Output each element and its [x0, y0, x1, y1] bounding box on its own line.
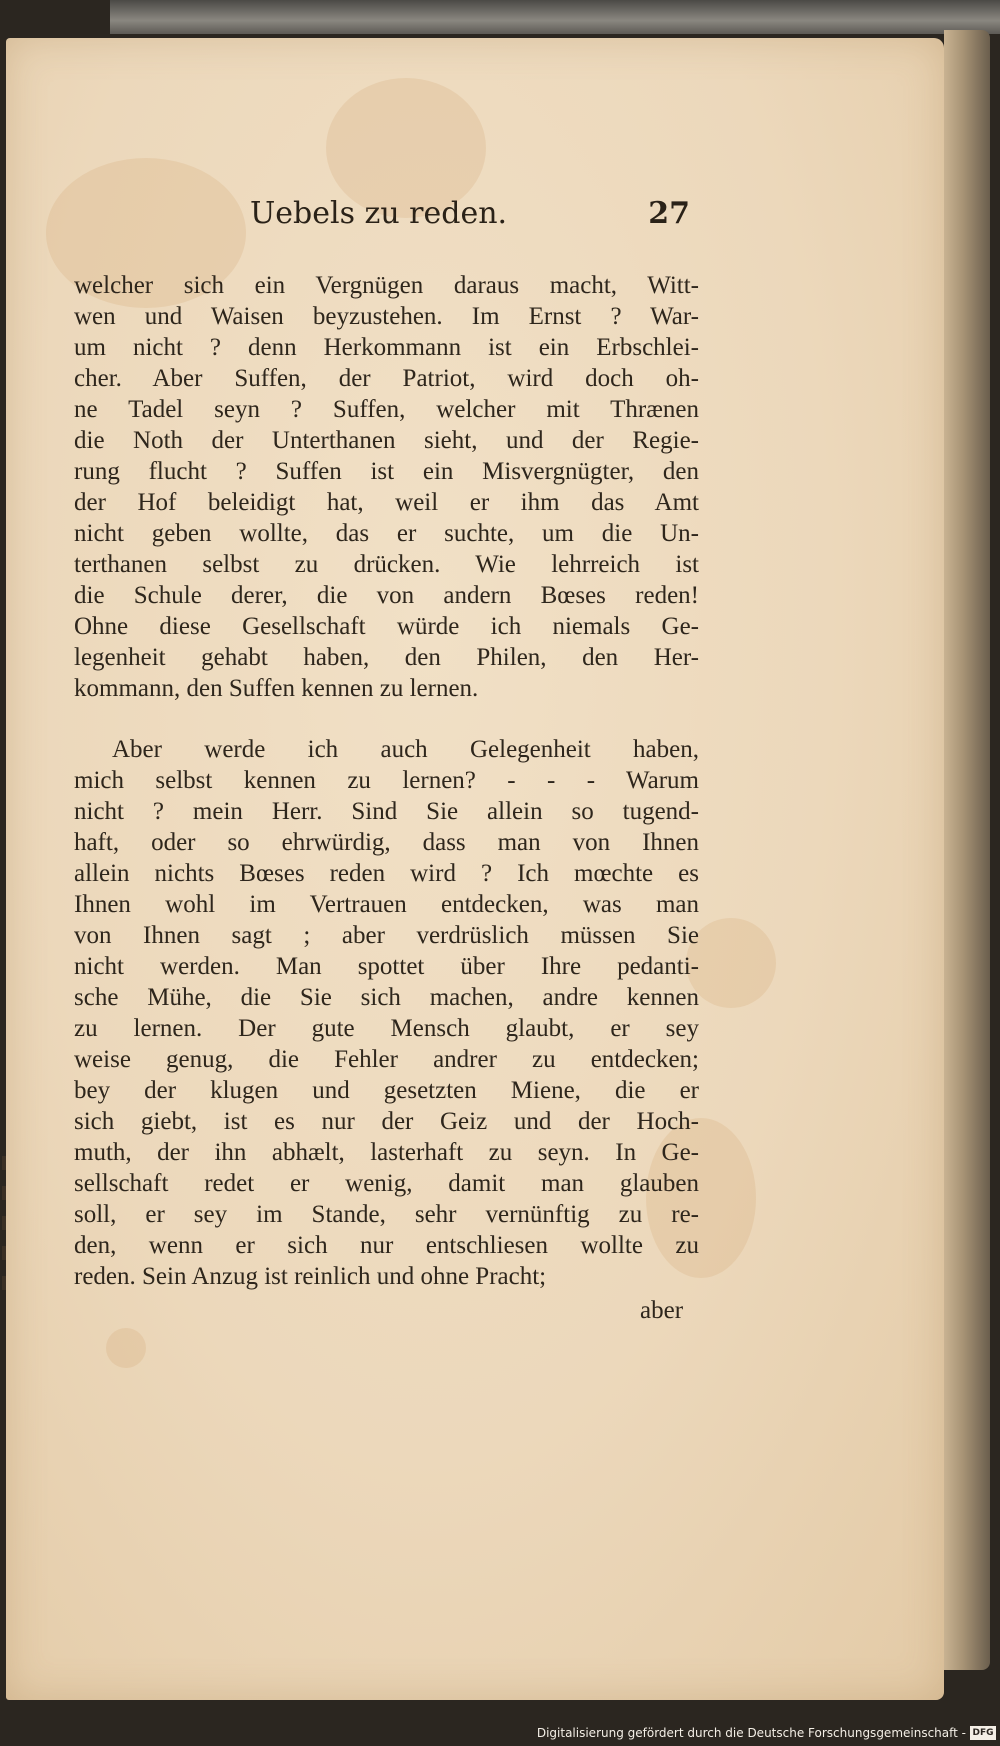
running-header	[250, 196, 690, 236]
text-line: Ohne diese Gesellschaft würde ich niemals Ge-	[74, 613, 699, 640]
text-line: welcher sich ein Vergnügen daraus macht, Witt-	[74, 272, 699, 299]
text-line: den, wenn er sich nur entschliesen wollte zu	[74, 1232, 699, 1259]
text-line: bey der klugen und gesetzten Miene, die er	[74, 1077, 699, 1104]
text-line: cher. Aber Suffen, der Patriot, wird doch oh-	[74, 365, 699, 392]
text-line: legenheit gehabt haben, den Philen, den Her-	[74, 644, 699, 671]
text-line: weise genug, die Fehler andrer zu entdecken;	[74, 1046, 699, 1073]
text-line: ne Tadel seyn ? Suffen, welcher mit Thrænen	[74, 396, 699, 423]
text-line: die Schule derer, die von andern Bœses reden!	[74, 582, 699, 609]
text-line: nicht ? mein Herr. Sind Sie allein so tugend-	[74, 798, 699, 825]
text-line: die Noth der Unterthanen sieht, und der Regie-	[74, 427, 699, 454]
text-line: Aber werde ich auch Gelegenheit haben,	[112, 736, 699, 763]
text-line: haft, oder so ehrwürdig, dass man von Ihnen	[74, 829, 699, 856]
page-number: 27	[648, 196, 690, 231]
dfg-logo-icon: DFG	[970, 1726, 996, 1740]
text-line: allein nichts Bœses reden wird ? Ich mœchte es	[74, 860, 699, 887]
catchword: aber	[640, 1297, 684, 1324]
text-line: um nicht ? denn Herkommann ist ein Erbschlei-	[74, 334, 699, 361]
text-line: terthanen selbst zu drücken. Wie lehrreich ist	[74, 551, 699, 578]
text-line: reden. Sein Anzug ist reinlich und ohne Pracht;	[74, 1263, 547, 1290]
text-line: wen und Waisen beyzustehen. Im Ernst ? War-	[74, 303, 699, 330]
text-line: nicht geben wollte, das er suchte, um die Un-	[74, 520, 699, 547]
text-line: von Ihnen sagt ; aber verdrüslich müssen Sie	[74, 922, 699, 949]
foxing-stain	[106, 1328, 146, 1368]
text-line: zu lernen. Der gute Mensch glaubt, er sey	[74, 1015, 699, 1042]
text-line: sich giebt, ist es nur der Geiz und der Hoch-	[74, 1108, 699, 1135]
text-line: soll, er sey im Stande, sehr vernünftig zu re-	[74, 1201, 699, 1228]
text-line: muth, der ihn abhælt, lasterhaft zu seyn. In Ge-	[74, 1139, 699, 1166]
text-line: nicht werden. Man spottet über Ihre pedanti-	[74, 953, 699, 980]
text-line: rung flucht ? Suffen ist ein Misvergnügter, den	[74, 458, 699, 485]
text-line: sche Mühe, die Sie sich machen, andre kennen	[74, 984, 699, 1011]
running-title: Uebels zu reden.	[250, 196, 508, 231]
page-fore-edge	[944, 30, 990, 1670]
text-line: sellschaft redet er wenig, damit man glauben	[74, 1170, 699, 1197]
credit-text: Digitalisierung gefördert durch die Deutsche Forschungsgemeinschaft -	[536, 1726, 966, 1740]
adjacent-page-marks	[0, 1140, 10, 1400]
text-line: der Hof beleidigt hat, weil er ihm das Amt	[74, 489, 699, 516]
book-top-edge	[110, 0, 1000, 34]
text-line: kommann, den Suffen kennen zu lernen.	[74, 675, 479, 702]
foxing-stain	[686, 918, 776, 1008]
paragraph-gap	[74, 704, 699, 734]
body-text	[74, 270, 699, 1292]
text-line: Ihnen wohl im Vertrauen entdecken, was man	[74, 891, 699, 918]
digitization-credit	[537, 1724, 996, 1742]
text-line: mich selbst kennen zu lernen? - - - Warum	[74, 767, 699, 794]
